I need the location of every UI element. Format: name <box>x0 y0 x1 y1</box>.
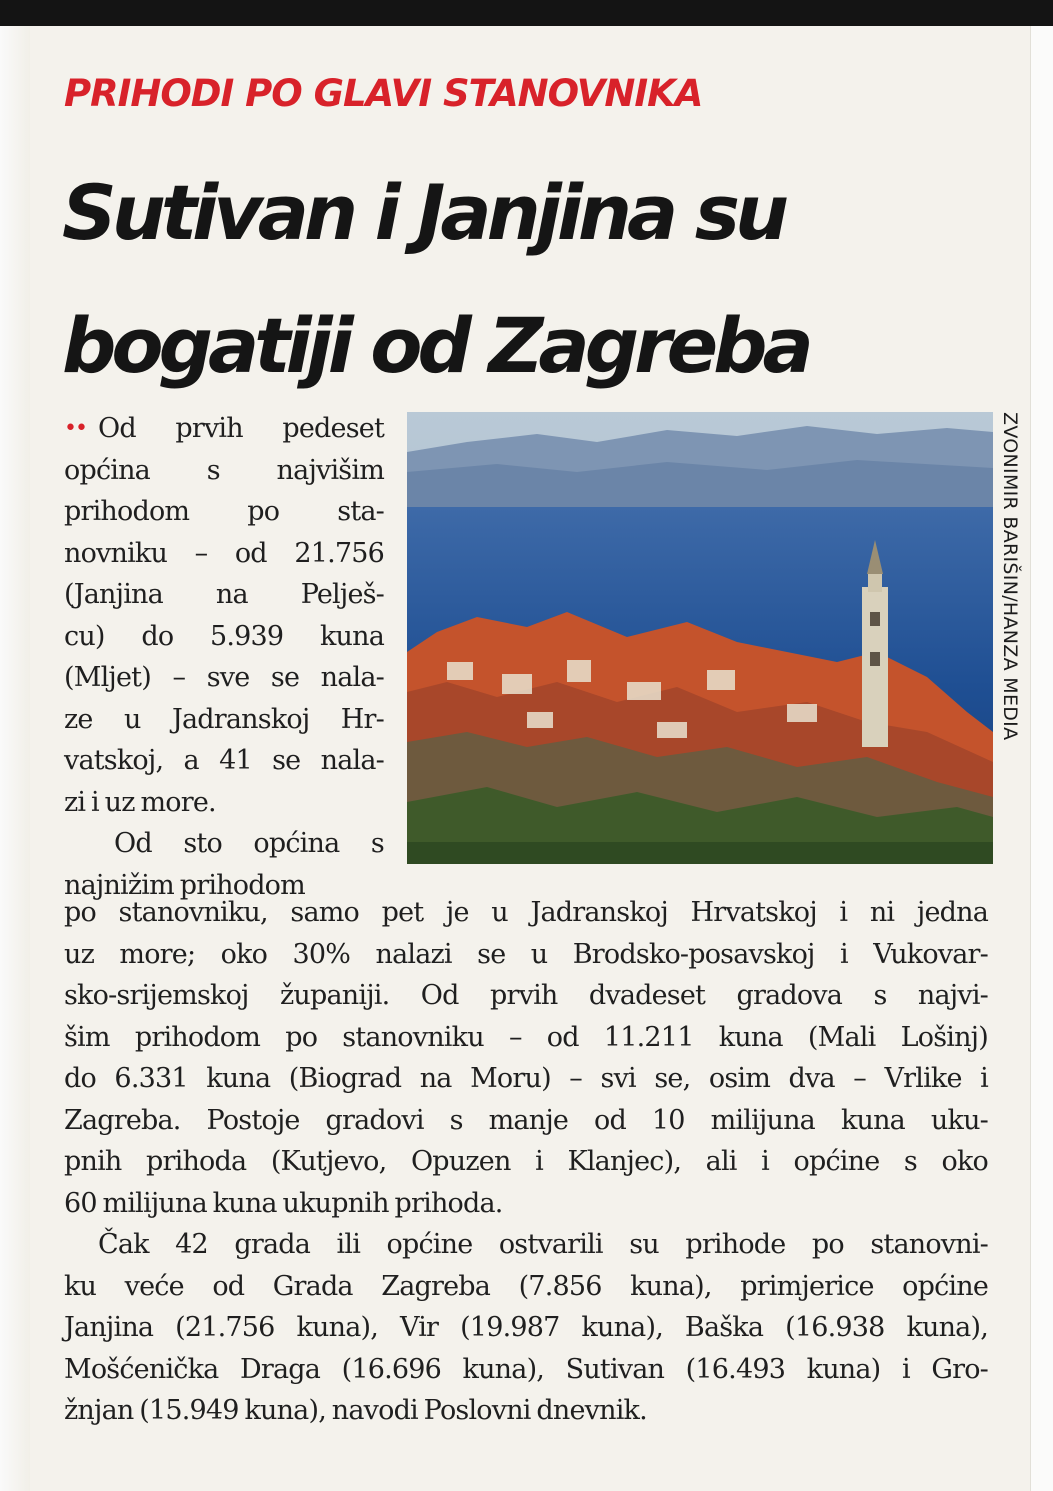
text-line: (Janjina na Pelješ- <box>64 579 384 610</box>
text-line: ze u Jadranskoj Hr- <box>64 703 384 735</box>
text-line: (Mljet) – sve se nala- <box>64 662 384 693</box>
text-line: Mošćenička Draga (16.696 kuna), Sutivan (16.493 kuna) i Gro- <box>64 1353 988 1385</box>
article-photo <box>407 412 993 864</box>
top-black-band <box>0 0 1053 26</box>
text-line: uz more; oko 30% nalazi se u Brodsko-posavskoj i Vukovar- <box>64 938 988 970</box>
text-line: sko-srijemskoj županiji. Od prvih dvadeset gradova s najvi- <box>64 980 988 1011</box>
text-line: vatskoj, a 41 se nala- <box>64 745 384 776</box>
text-line: Od sto općina s <box>114 828 384 859</box>
text-line: novniku – od 21.756 <box>64 537 384 569</box>
text-line: 60 milijuna kuna ukupnih prihoda. <box>64 1187 503 1219</box>
text-line: •• Od prvih pedeset <box>64 408 384 450</box>
photo-credit: ZVONIMIR BARIŠIN/HANZA MEDIA <box>999 412 1021 741</box>
article-body-wide <box>64 892 988 1432</box>
text-line: pnih prihoda (Kutjevo, Opuzen i Klanjec), ali i općine s oko <box>64 1146 988 1177</box>
article-kicker: PRIHODI PO GLAVI STANOVNIKA <box>64 72 703 115</box>
text-line: žnjan (15.949 kuna), navodi Poslovni dnevnik. <box>64 1395 647 1426</box>
scan-right-margin <box>1030 26 1053 1491</box>
text-line: šim prihodom po stanovniku – od 11.211 kuna (Mali Lošinj) <box>64 1021 988 1053</box>
text-line: zi i uz more. <box>64 786 216 818</box>
scan-left-margin <box>0 26 30 1491</box>
text-line: Zagreba. Postoje gradovi s manje od 10 milijuna kuna uku- <box>64 1104 988 1136</box>
text-line: najnižim prihodom <box>64 869 305 901</box>
headline-line-2: bogatiji od Zagreba <box>62 301 809 390</box>
text-line: Čak 42 grada ili općine ostvarili su prihode po stanovni- <box>98 1229 988 1260</box>
text-line: općina s najvišim <box>64 454 384 486</box>
text-line: do 6.331 kuna (Biograd na Moru) – svi se, osim dva – Vrlike i <box>64 1063 988 1094</box>
lead-marker-icon: •• <box>64 416 86 441</box>
text-line: ku veće od Grada Zagreba (7.856 kuna), primjerice općine <box>64 1270 988 1302</box>
text-line: cu) do 5.939 kuna <box>64 620 384 652</box>
text-line: po stanovniku, samo pet je u Jadranskoj Hrvatskoj i ni jedna <box>64 897 988 928</box>
article-body-narrow <box>64 408 384 906</box>
text-line: Janjina (21.756 kuna), Vir (19.987 kuna), Baška (16.938 kuna), <box>64 1312 988 1343</box>
headline-line-1: Sutivan i Janjina su <box>62 168 785 257</box>
article-headline <box>62 146 962 412</box>
text-line: prihodom po sta- <box>64 496 384 527</box>
